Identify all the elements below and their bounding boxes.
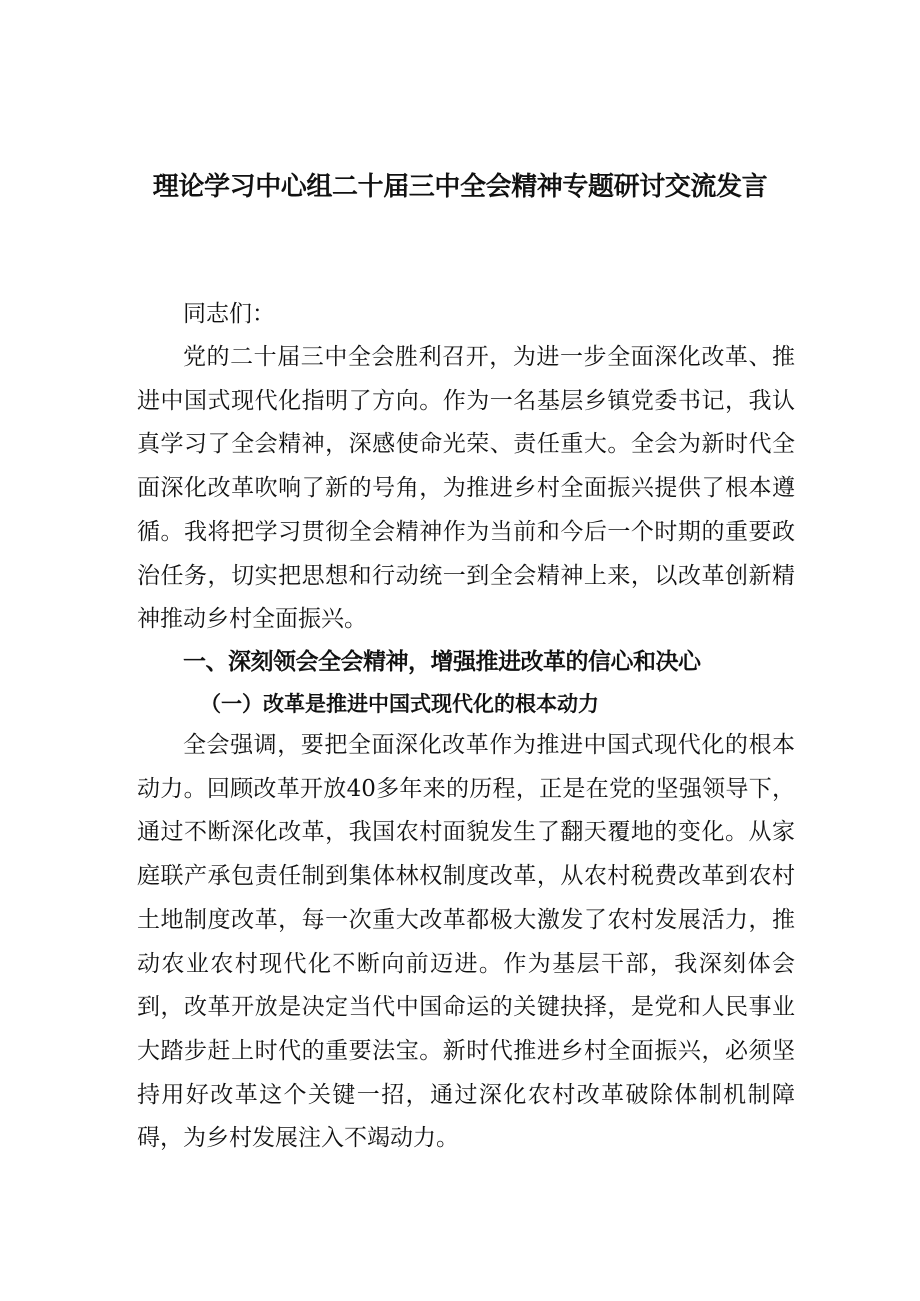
document-title: 理论学习中心组二十届三中全会精神专题研讨交流发言 bbox=[152, 172, 768, 202]
salutation: 同志们： bbox=[183, 301, 275, 327]
subsection-paragraph: 全会强调，要把全面深化改革作为推进中国式现代化的根本动力。回顾改革开放40多年来的历程，正是在党的坚强领导下，通过不断深化改革，我国农村面貌发生了翻天覆地的变化。从家庭联产承包责任制到集体林权制度改革，从农村税费改革到农村土地制度改革，每一次重大改革都极大激发了农村发展活力，推动农业农村现代化不断向前迈进。作为基层干部，我深刻体会到，改革开放是决定当代中国命运的关键抉择，是党和人民事业大踏步赶上时代的重要法宝。新时代推进乡村全面振兴，必须坚持用好改革这个关键一招，通过深化农村改革破除体制机制障碍，为乡村发展注入不竭动力。 bbox=[137, 732, 795, 1152]
section-heading: 一、深刻领会全会精神，增强推进改革的信心和决心 bbox=[183, 649, 701, 675]
subsection-heading: （一）改革是推进中国式现代化的根本动力 bbox=[200, 691, 599, 716]
intro-paragraph: 党的二十届三中全会胜利召开，为进一步全面深化改革、推进中国式现代化指明了方向。作为一名基层乡镇党委书记，我认真学习了全会精神，深感使命光荣、责任重大。全会为新时代全面深化改革吹响了新的号角，为推进乡村全面振兴提供了根本遵循。我将把学习贯彻全会精神作为当前和今后一个时期的重要政治任务，切实把思想和行动统一到全会精神上来，以改革创新精神推动乡村全面振兴。 bbox=[137, 344, 795, 633]
